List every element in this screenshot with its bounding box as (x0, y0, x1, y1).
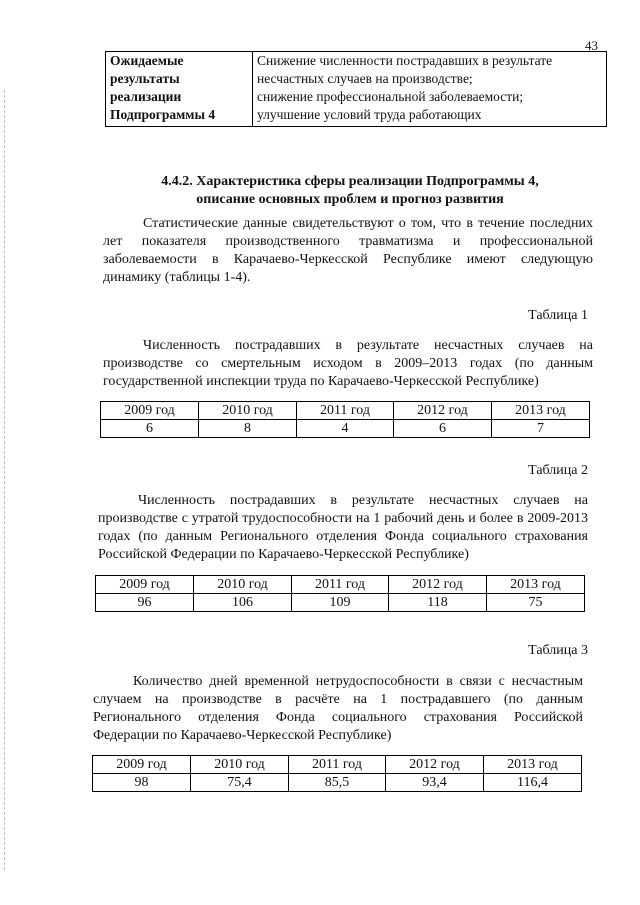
table-row (93, 774, 582, 792)
label-line: Ожидаемые (110, 53, 184, 68)
intro-paragraph (103, 215, 593, 287)
content-line: улучшение условий труда работающих (257, 107, 482, 122)
table-cell: 93,4 (385, 774, 483, 792)
table-cell: 6 (101, 420, 199, 438)
table-header-row (93, 756, 582, 774)
table-1-caption: Таблица 1 (528, 308, 588, 323)
table-header-row (101, 402, 590, 420)
table-cell: 8 (199, 420, 297, 438)
table-header-cell: 2011 год (297, 402, 394, 420)
table-header-cell: 2012 год (393, 402, 491, 420)
table-header-cell: 2012 год (385, 756, 483, 774)
content-line: несчастных случаев на производстве; (257, 71, 473, 86)
table-cell: 75,4 (191, 774, 289, 792)
expected-results-table (105, 51, 607, 127)
table-3-description-text: Количество дней временной нетрудоспособности в связи с несчастным случаем на производстве в расчёте на 1 пострадавшего (по данным Регионального отделения Фонда социального страхования Российской Федерации по Карачаево-Черкесской Республике) (93, 674, 583, 743)
table-1-description (103, 337, 593, 391)
table-2-caption: Таблица 2 (528, 463, 588, 478)
section-heading (135, 173, 565, 209)
margin-dashes (4, 90, 5, 870)
table-cell: 98 (93, 774, 191, 792)
table-2-description (98, 492, 588, 564)
label-line: реализации (110, 89, 182, 104)
heading-line: описание основных проблем и прогноз развития (196, 192, 504, 207)
table-cell: 75 (486, 594, 584, 612)
table-header-cell: 2012 год (388, 576, 486, 594)
content-line: снижение профессиональной заболеваемости; (257, 89, 524, 104)
table-header-cell: 2013 год (486, 576, 584, 594)
intro-text: Статистические данные свидетельствуют о том, что в течение последних лет показателя производственного травматизма и профессиональной заболеваемости в Карачаево-Черкесской Республике имеют следующую динамику (таблицы 1-4). (103, 216, 593, 285)
table-header-cell: 2010 год (199, 402, 297, 420)
table-header-cell: 2013 год (483, 756, 581, 774)
table-3 (92, 755, 582, 792)
table-1 (100, 401, 590, 438)
table-header-cell: 2009 год (96, 576, 194, 594)
table-header-cell: 2009 год (93, 756, 191, 774)
table-cell: 7 (491, 420, 589, 438)
table-header-cell: 2009 год (101, 402, 199, 420)
table-3-caption: Таблица 3 (528, 643, 588, 658)
heading-line: 4.4.2. Характеристика сферы реализации Подпрограммы 4, (161, 174, 539, 189)
expected-results-content (253, 52, 607, 127)
table-3-description (93, 673, 583, 745)
table-2 (95, 575, 585, 612)
table-cell: 96 (96, 594, 194, 612)
table-header-cell: 2010 год (191, 756, 289, 774)
table-cell: 106 (194, 594, 292, 612)
table-header-cell: 2011 год (289, 756, 386, 774)
label-line: Подпрограммы 4 (110, 107, 216, 122)
table-cell: 4 (297, 420, 394, 438)
table-1-description-text: Численность пострадавших в результате несчастных случаев на производстве со смертельным исходом в 2009–2013 годах (по данным государственной инспекции труда по Карачаево-Черкесской Республике) (103, 338, 593, 389)
table-header-cell: 2013 год (491, 402, 589, 420)
content-line: Снижение численности пострадавших в результате (257, 53, 553, 68)
table-header-cell: 2011 год (292, 576, 389, 594)
table-header-cell: 2010 год (194, 576, 292, 594)
table-cell: 85,5 (289, 774, 386, 792)
table-row (96, 594, 585, 612)
table-cell: 116,4 (483, 774, 581, 792)
table-cell: 6 (393, 420, 491, 438)
page-number: 43 (585, 38, 598, 53)
table-header-row (96, 576, 585, 594)
label-line: результаты (110, 71, 180, 86)
table-cell: 109 (292, 594, 389, 612)
table-row (101, 420, 590, 438)
table-2-description-text: Численность пострадавших в результате несчастных случаев на производстве с утратой трудоспособности на 1 рабочий день и более в 2009-2013 годах (по данным Регионального отделения Фонда социального страхования Российской Федерации по Карачаево-Черкесской Республике) (98, 493, 588, 562)
expected-results-label (106, 52, 253, 127)
table-cell: 118 (388, 594, 486, 612)
